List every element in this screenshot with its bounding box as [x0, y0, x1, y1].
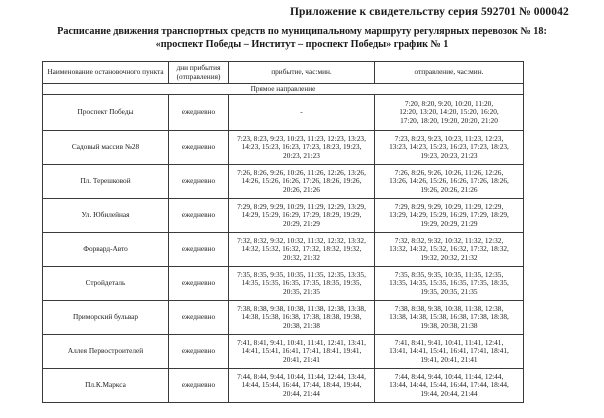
departure-times: 7:41, 8:41, 9:41, 10:41, 11:41, 12:41, 13:41, 14:41, 15:41, 16:41, 17:41, 18:41, 19:41, 20:41, 21:41 — [375, 335, 524, 369]
heading-line-1: Расписание движения транспортных средств по муниципальному маршруту регулярных перевозок № 18: — [57, 26, 547, 37]
departure-times: 7:38, 8:38, 9:38, 10:38, 11:38, 12:38, 13:38, 14:38, 15:38, 16:38, 17:38, 18:38, 19:38, 20:38, 21:38 — [375, 301, 524, 335]
header-arrival: прибытие, час:мин. — [229, 62, 375, 84]
departure-times: 7:26, 8:26, 9:26, 10:26, 11:26, 12:26, 13:26, 14:26, 15:26, 16:26, 17:26, 18:26, 19:26, 20:26, 21:26 — [375, 165, 524, 199]
table-row — [43, 335, 524, 369]
arrival-times: 7:44, 8:44, 9:44, 10:44, 11:44, 12:44, 13:44, 14:44, 15:44, 16:44, 17:44, 18:44, 19:44, 20:44, 21:44 — [229, 369, 375, 403]
departure-times: 7:32, 8:32, 9:32, 10:32, 11:32, 12:32, 13:32, 14:32, 15:32, 16:32, 17:32, 18:32, 19:32, 20:32, 21:32 — [375, 233, 524, 267]
stop-name: Пл. Терешковой — [43, 165, 169, 199]
table-row — [43, 369, 524, 403]
stop-name: Форвард-Авто — [43, 233, 169, 267]
arrival-times: 7:41, 8:41, 9:41, 10:41, 11:41, 12:41, 13:41, 14:41, 15:41, 16:41, 17:41, 18:41, 19:41, 20:41, 21:41 — [229, 335, 375, 369]
arrival-times: 7:26, 8:26, 9:26, 10:26, 11:26, 12:26, 13:26, 14:26, 15:26, 16:26, 17:26, 18:26, 19:26, 20:26, 21:26 — [229, 165, 375, 199]
departure-times: 7:20, 8:20, 9:20, 10:20, 11:20, 12:20, 13:20, 14:20, 15:20, 16:20, 17:20, 18:20, 19:20, 20:20, 21:20 — [375, 95, 524, 131]
stop-name: Приморский бульвар — [43, 301, 169, 335]
stop-name: Садовый массив №28 — [43, 131, 169, 165]
header-stop: Наименование остановочного пункта — [43, 62, 169, 84]
table-row — [43, 199, 524, 233]
days-value: ежедневно — [169, 165, 229, 199]
arrival-times: 7:23, 8:23, 9:23, 10:23, 11:23, 12:23, 13:23, 14:23, 15:23, 16:23, 17:23, 18:23, 19:23, 20:23, 21:23 — [229, 131, 375, 165]
days-value: ежедневно — [169, 199, 229, 233]
schedule-heading — [8, 26, 596, 51]
arrival-times: 7:35, 8:35, 9:35, 10:35, 11:35, 12:35, 13:35, 14:35, 15:35, 16:35, 17:35, 18:35, 19:35, 20:35, 21:35 — [229, 267, 375, 301]
stop-name: Аллея Первостроителей — [43, 335, 169, 369]
table-header-row — [43, 62, 524, 84]
schedule-table — [42, 61, 524, 403]
stop-name: Пл.К.Маркса — [43, 369, 169, 403]
days-value: ежедневно — [169, 267, 229, 301]
table-row — [43, 233, 524, 267]
arrival-times: 7:32, 8:32, 9:32, 10:32, 11:32, 12:32, 13:32, 14:32, 15:32, 16:32, 17:32, 18:32, 19:32, 20:32, 21:32 — [229, 233, 375, 267]
days-value: ежедневно — [169, 301, 229, 335]
departure-times: 7:35, 8:35, 9:35, 10:35, 11:35, 12:35, 13:35, 14:35, 15:35, 16:35, 17:35, 18:35, 19:35, 20:35, 21:35 — [375, 267, 524, 301]
days-value: ежедневно — [169, 335, 229, 369]
header-days: дни прибытия (отправления) — [169, 62, 229, 84]
stop-name: Ул. Юбилейная — [43, 199, 169, 233]
table-row — [43, 131, 524, 165]
arrival-times: 7:38, 8:38, 9:38, 10:38, 11:38, 12:38, 13:38, 14:38, 15:38, 16:38, 17:38, 18:38, 19:38, 20:38, 21:38 — [229, 301, 375, 335]
days-value: ежедневно — [169, 369, 229, 403]
direction-label: Прямое направление — [43, 84, 524, 95]
days-value: ежедневно — [169, 131, 229, 165]
departure-times: 7:44, 8:44, 9:44, 10:44, 11:44, 12:44, 13:44, 14:44, 15:44, 16:44, 17:44, 18:44, 19:44, 20:44, 21:44 — [375, 369, 524, 403]
appendix-title: Приложение к свидетельству серия 592701 № 000042 — [290, 6, 569, 18]
stop-name: Проспект Победы — [43, 95, 169, 131]
days-value: ежедневно — [169, 95, 229, 131]
arrival-times: - — [229, 95, 375, 131]
table-row — [43, 267, 524, 301]
stop-name: Стройдеталь — [43, 267, 169, 301]
table-row — [43, 95, 524, 131]
table-row — [43, 165, 524, 199]
departure-times: 7:23, 8:23, 9:23, 10:23, 11:23, 12:23, 13:23, 14:23, 15:23, 16:23, 17:23, 18:23, 19:23, 20:23, 21:23 — [375, 131, 524, 165]
arrival-times: 7:29, 8:29, 9:29, 10:29, 11:29, 12:29, 13:29, 14:29, 15:29, 16:29, 17:29, 18:29, 19:29, 20:29, 21:29 — [229, 199, 375, 233]
header-departure: отправление, час:мин. — [375, 62, 524, 84]
days-value: ежедневно — [169, 233, 229, 267]
table-row — [43, 301, 524, 335]
heading-line-2: «проспект Победы – Институт – проспект Победы» график № 1 — [155, 38, 449, 50]
departure-times: 7:29, 8:29, 9:29, 10:29, 11:29, 12:29, 13:29, 14:29, 15:29, 16:29, 17:29, 18:29, 19:29, 20:29, 21:29 — [375, 199, 524, 233]
direction-row — [43, 84, 524, 95]
